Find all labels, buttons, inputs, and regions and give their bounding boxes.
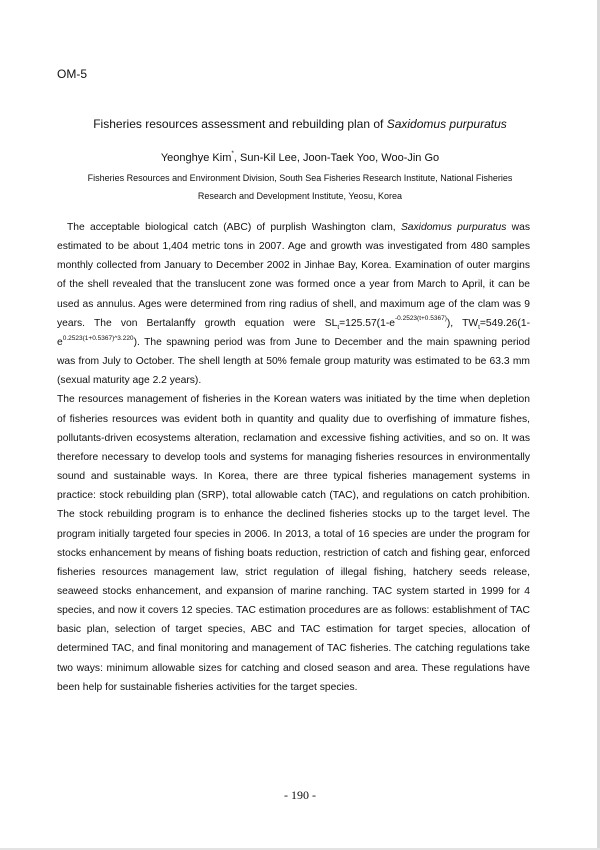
sl-equation: =125.57(1-e <box>339 317 395 329</box>
session-code: OM-5 <box>57 67 87 81</box>
title-text: Fisheries resources assessment and rebuilding plan of <box>93 117 387 131</box>
paper-title <box>57 116 543 132</box>
sl-subscript: t <box>337 323 340 331</box>
sl-close: ), <box>446 317 454 329</box>
p1-species: Saxidomus purpuratus <box>400 222 507 233</box>
affiliation <box>70 169 530 205</box>
title-species: Saxidomus purpuratus <box>386 117 507 131</box>
p1-text-c: ). The spawning period was from June to December and the main spawning period was from July to October. The shell length at 50% female group maturity was estimated to be 63.3 mm (sexual maturity age 2.2 years). <box>57 336 530 387</box>
p1-text-a: The acceptable biological catch (ABC) of purplish Washington clam, <box>67 222 401 233</box>
author-first: Yeonghye Kim <box>160 152 232 164</box>
tw-equation: =549.26(1-e <box>57 317 530 348</box>
author-rest: , Sun-Kil Lee, Joon-Taek Yoo, Woo-Jin Go <box>233 152 440 164</box>
abstract-body <box>57 218 530 697</box>
abstract-paragraph-1 <box>57 218 530 390</box>
abstract-paragraph-2: The resources management of fisheries in the Korean waters was initiated by the time when depletion of fisheries resources was evident both in quantity and quality due to overfishing of immature fishes, pollutants-driven ecosystems alteration, reclamation and excessive fishing activities, and so on. It was therefore necessary to develop tools and systems for managing fisheries resources in environmentally sound and sustainable ways. In Korea, there are three typical fisheries management systems in practice: stock rebuilding plan (SRP), total allowable catch (TAC), and regulations on catch prohibition. The stock rebuilding program is to enhance the declined fisheries stocks up to the target level. The program initially targeted four species in 2006. In 2013, a total of 16 species are under the program for stocks enhancement by means of fishing boats reduction, restriction of catch and fishing gear, enforced fisheries resources management law, strict regulation of illegal fishing, hatchery seeds release, seaweed stocks enhancement, and expansion of marine ranching. TAC system started in 1999 for 4 species, and now it covers 12 species. TAC estimation procedures are as follows: establishment of TAC basic plan, selection of target species, ABC and TAC estimation for target species, allocation of determined TAC, and final monitoring and management of TAC fisheries. The catching regulations take two ways: minimum allowable sizes for catching and closed season and area. These regulations have been help for sustainable fisheries activities for the target species. <box>57 394 530 693</box>
affiliation-line-2: Research and Development Institute, Yeosu, Korea <box>197 191 403 201</box>
tw-exponent: 0.2523(1+0.5367)^3.220 <box>62 334 134 342</box>
author-list <box>57 151 543 166</box>
tw-subscript: t <box>478 323 480 331</box>
sl-exponent: -0.2523(t+0.5367) <box>395 315 447 323</box>
tw-label: TW <box>453 317 479 329</box>
affiliation-line-1: Fisheries Resources and Environment Division, South Sea Fisheries Research Institute, National Fisheries <box>87 173 513 183</box>
page-number: - 190 - <box>284 788 316 802</box>
p1-text-b: was estimated to be about 1,404 metric tons in 2007. Age and growth was investigated from 480 samples monthly collected from January to December 2002 in Jinhae Bay, Korea. Examination of outer margins of the shell revealed that the translucent zone was formed once a year from March to April, it can be used as annulus. Ages were determined from ring radius of shell, and maximum age of the clam was 9 years. The von Bertalanffy growth equation were SL <box>57 222 530 329</box>
corresponding-author-mark: * <box>231 150 234 158</box>
